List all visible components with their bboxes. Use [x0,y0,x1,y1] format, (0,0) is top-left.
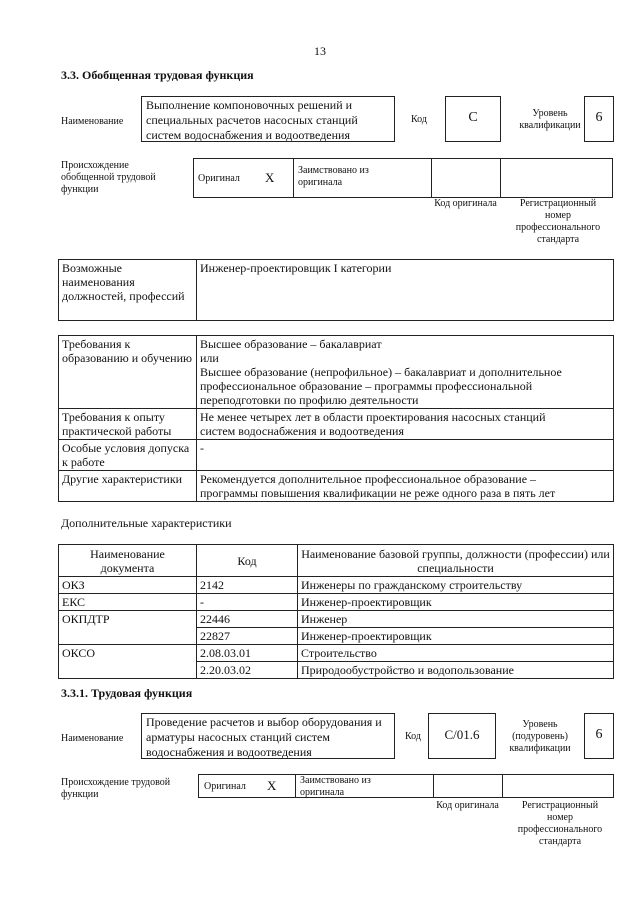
row-code: 2.20.03.02 [197,662,298,679]
row-code: 22827 [197,628,298,645]
req-experience-value [197,409,614,440]
function-name-box: Выполнение компоновочных решений и специальных расчетов насосных станций систем водоснабжения и водоотведения [141,96,395,142]
req-education-line: или [200,351,219,365]
additional-table [58,544,614,679]
requirements-table [58,335,614,502]
original-mark-2: X [267,778,277,793]
page-number: 13 [314,44,326,58]
origin2-divider-3 [502,774,503,798]
code-label: Код [411,114,427,125]
table-row [59,594,614,611]
req-experience-line: Не менее четырех лет в области проектирования насосных станций [200,410,546,424]
row-name: Инженер [298,611,614,628]
origin-label: Происхождение обобщенной трудовой функции [61,160,156,195]
header-name: Наименование базовой группы, должности (профессии) или специальности [298,545,614,577]
level-label-2: Уровень (подуровень) квалификации [509,719,571,754]
row-name: Строительство [298,645,614,662]
req-experience-line: систем водоснабжения и водоотведения [200,424,404,438]
origin-label-2: Происхождение трудовой функции [61,777,171,800]
additional-title: Дополнительные характеристики [61,516,232,530]
req-education-line: профессиональное образование – программы профессиональной [200,379,533,393]
level-label: Уровень квалификации [519,108,581,131]
borrowed-label: Заимствовано из оригинала [298,165,369,188]
original-label: Оригинал [198,173,240,184]
row-doc: ОКЗ [59,577,197,594]
level-value-2: 6 [595,727,603,742]
borrowed-label-2: Заимствовано из оригинала [300,775,371,798]
code-label-2: Код [405,731,421,742]
subsection-heading: 3.3.1. Трудовая функция [61,686,193,700]
req-other-value [197,471,614,502]
positions-label: Возможные наименования должностей, профессий [59,260,197,321]
row-code: 2142 [197,577,298,594]
origin-box [193,158,613,198]
header-code: Код [197,545,298,577]
origin-divider-2 [431,158,432,198]
row-code: - [197,594,298,611]
req-experience-label: Требования к опыту практической работы [59,409,197,440]
positions-table [58,259,614,321]
code-value: C [468,110,478,125]
row-name: Инженер-проектировщик [298,628,614,645]
positions-value: Инженер-проектировщик I категории [197,260,614,321]
code-original-caption: Код оригинала [434,198,497,209]
header-document: Наименование документа [59,545,197,577]
row-doc: ОКСО [59,645,197,679]
row-doc: ЕКС [59,594,197,611]
req-special-value [197,440,614,471]
code-value-2: C/01.6 [444,727,480,742]
name-label: Наименование [61,116,124,127]
row-name: Природообустройство и водопользование [298,662,614,679]
origin-divider-3 [500,158,501,198]
req-other-line: программы повышения квалификации не реже одного раза в пять лет [200,486,556,500]
row-doc: ОКПДТР [59,611,197,645]
table-row [59,611,614,628]
req-special-line: - [200,441,204,455]
row-name: Инженеры по гражданскому строительству [298,577,614,594]
code-original-caption-2: Код оригинала [436,800,499,811]
name-label-2: Наименование [61,733,124,744]
req-other-label: Другие характеристики [59,471,197,502]
origin2-divider-2 [433,774,434,798]
level-value: 6 [595,110,603,125]
row-name: Инженер-проектировщик [298,594,614,611]
row-code: 22446 [197,611,298,628]
origin2-divider-1 [295,774,296,798]
reg-number-caption: Регистрационный номер профессионального стандарта [515,198,601,245]
req-education-line: переподготовки по профилю деятельности [200,393,419,407]
req-education-label: Требования к образованию и обучению [59,336,197,409]
req-other-line: Рекомендуется дополнительное профессиональное образование – [200,472,537,486]
reg-number-caption-2: Регистрационный номер профессионального стандарта [517,800,603,847]
req-education-line: Высшее образование (непрофильное) – бакалавриат и дополнительное [200,365,562,379]
row-code: 2.08.03.01 [197,645,298,662]
origin-box-2 [198,774,614,798]
original-mark: X [265,170,275,185]
section-heading: 3.3. Обобщенная трудовая функция [61,68,254,82]
function-name-box-2: Проведение расчетов и выбор оборудования и арматуры насосных станций систем водоснабжения и водоотведения [141,713,395,759]
req-education-value [197,336,614,409]
origin-divider-1 [293,158,294,198]
req-education-line: Высшее образование – бакалавриат [200,337,382,351]
table-row [59,645,614,662]
table-row [59,577,614,594]
original-label-2: Оригинал [204,781,246,792]
req-special-label: Особые условия допуска к работе [59,440,197,471]
